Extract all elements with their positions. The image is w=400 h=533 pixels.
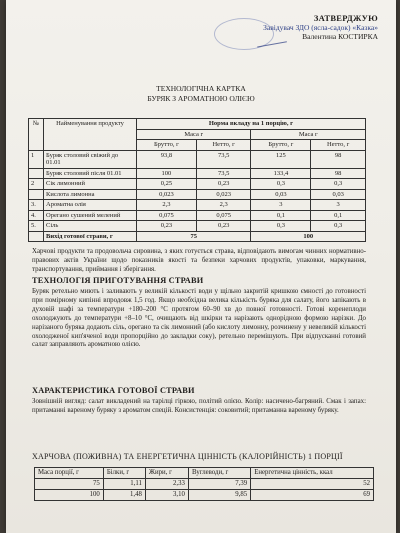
brutto-1: 93,8 <box>137 150 197 168</box>
row-number: 1 <box>29 150 44 168</box>
brutto-2: 133,4 <box>251 168 311 179</box>
recipe-header-row <box>29 119 366 130</box>
brutto-2: 3 <box>251 200 311 211</box>
nutrition-cell: 52 <box>251 479 374 490</box>
nutrition-header-cell: Маса порції, г <box>35 468 104 479</box>
nutrition-body <box>35 479 374 501</box>
netto-header-1: Нетто, г <box>196 140 251 151</box>
approval-block <box>228 14 378 41</box>
col-name-header: Найменування продукту <box>44 119 137 151</box>
netto-2: 0,03 <box>311 189 366 200</box>
netto-1: 0,023 <box>196 189 251 200</box>
yield-value-2: 100 <box>251 231 366 242</box>
row-number: 5. <box>29 221 44 232</box>
nutrition-table <box>34 467 374 501</box>
nutrition-cell: 1,48 <box>103 490 145 501</box>
yield-value-1: 75 <box>137 231 251 242</box>
nutrition-cell: 75 <box>35 479 104 490</box>
yield-label: Вихід готової страви, г <box>44 231 137 242</box>
col-no-header: № <box>29 119 44 151</box>
nutrition-cell: 7,39 <box>188 479 250 490</box>
yield-no-cell <box>29 231 44 242</box>
product-name: Сіль <box>44 221 137 232</box>
nutrition-header-row <box>35 468 374 479</box>
netto-1: 73,5 <box>196 168 251 179</box>
netto-1: 0,075 <box>196 210 251 221</box>
product-name: Буряк столовий після 01.01 <box>44 168 137 179</box>
netto-2: 0,3 <box>311 179 366 190</box>
brutto-1: 0,075 <box>137 210 197 221</box>
nutrition-cell: 1,11 <box>103 479 145 490</box>
row-number <box>29 189 44 200</box>
recipe-row <box>29 189 366 200</box>
row-number: 4. <box>29 210 44 221</box>
product-name: Ароматна олія <box>44 200 137 211</box>
netto-1: 73,5 <box>196 150 251 168</box>
brutto-1: 2,3 <box>137 200 197 211</box>
nutrition-row <box>35 479 374 490</box>
brutto-header-2: Брутто, г <box>251 140 311 151</box>
netto-2: 0,3 <box>311 221 366 232</box>
product-name: Кислота лимонна <box>44 189 137 200</box>
brutto-2: 0,1 <box>251 210 311 221</box>
product-name: Буряк столовий свіжий до 01.01 <box>44 150 137 168</box>
brutto-2: 0,3 <box>251 221 311 232</box>
brutto-1: 100 <box>137 168 197 179</box>
nutrition-cell: 69 <box>251 490 374 501</box>
approval-name: Валентина КОСТИРКА <box>302 32 378 41</box>
intro-paragraph: Харчові продукти та продовольча сировина, з яких готується страва, відповідають вимогам чинних нормативно-правових актів України щодо показників якості та безпеки харчових продуктів, упаковки, маркування, транспортування, приймання і зберігання. <box>32 248 366 273</box>
approval-position: Завідувач ЗДО (ясла-садок) «Казка» <box>263 23 378 32</box>
row-number: 3. <box>29 200 44 211</box>
tech-paragraph: Буряк ретельно миють і заливають у великій кількості води у щільно закритій кришкою ємності до готовності при помірному кипінні впродовж 1,5 год. Якщо необхідна велика кількість буряка для салату, його запікають в духовій шафі за температури +180–200 °С протягом 60–90 хв до повної готовності. Готові коренеплоди охолоджують до температури +8–10 °С, очищають від шкірки та нарізають однорідною формою нарізки. До нарізаного буряка додають сіль, орегано та сік лимонний (або кислоту лимонну, розчинену у невеликій кількості охолодженої кип'яченої води пропорційно до закладки соку), ретельно перемішують. При відпусканні готовий салат заправляють ароматною олією. <box>32 288 366 349</box>
nutrition-header-cell: Білки, г <box>103 468 145 479</box>
nutrition-cell: 3,10 <box>145 490 188 501</box>
netto-2: 98 <box>311 168 366 179</box>
recipe-row <box>29 210 366 221</box>
col-norm-header: Норма вкладу на 1 порцію, г <box>137 119 366 130</box>
nutrition-cell: 2,33 <box>145 479 188 490</box>
doc-title: ТЕХНОЛОГІЧНА КАРТКА <box>156 84 246 93</box>
brutto-header-1: Брутто, г <box>137 140 197 151</box>
char-paragraph: Зовнішній вигляд: салат викладений на тарілці гіркою, політий олією. Колір: насичено-багряний. Смак і запах: притаманні вареному буряку з ароматом спецій. Консистенція: соковитий; притаманна вареному буряку. <box>32 398 366 414</box>
netto-2: 0,1 <box>311 210 366 221</box>
row-number: 2 <box>29 179 44 190</box>
recipe-row <box>29 179 366 190</box>
brutto-1: 0,23 <box>137 221 197 232</box>
nutrition-cell: 100 <box>35 490 104 501</box>
recipe-row <box>29 200 366 211</box>
nutrition-heading: ХАРЧОВА (ПОЖИВНА) ТА ЕНЕРГЕТИЧНА ЦІННІСТЬ (КАЛОРІЙНІСТЬ) 1 ПОРЦІЇ <box>32 452 343 461</box>
brutto-1: 0,023 <box>137 189 197 200</box>
char-heading: ХАРАКТЕРИСТИКА ГОТОВОЇ СТРАВИ <box>32 386 195 395</box>
netto-header-2: Нетто, г <box>311 140 366 151</box>
doc-subtitle: БУРЯК З АРОМАТНОЮ ОЛІЄЮ <box>147 94 255 103</box>
netto-1: 0,23 <box>196 179 251 190</box>
recipe-body <box>29 150 366 231</box>
nutrition-header-cell: Жири, г <box>145 468 188 479</box>
product-name: Орегано сушений мелений <box>44 210 137 221</box>
nutrition-header-cell: Енергетична цінність, ккал <box>251 468 374 479</box>
netto-2: 3 <box>311 200 366 211</box>
mass-label-2: Маса г <box>298 130 318 138</box>
netto-1: 2,3 <box>196 200 251 211</box>
netto-1: 0,23 <box>196 221 251 232</box>
recipe-row <box>29 150 366 168</box>
nutrition-cell: 9,85 <box>188 490 250 501</box>
row-number <box>29 168 44 179</box>
approval-heading: ЗАТВЕРДЖУЮ <box>313 13 378 23</box>
recipe-row <box>29 168 366 179</box>
mass-label-1: Маса г <box>184 130 204 138</box>
nutrition-header-cell: Вуглеводи, г <box>188 468 250 479</box>
product-name: Сік лимонний <box>44 179 137 190</box>
tech-heading: ТЕХНОЛОГІЯ ПРИГОТУВАННЯ СТРАВИ <box>32 276 204 285</box>
netto-2: 98 <box>311 150 366 168</box>
brutto-2: 0,3 <box>251 179 311 190</box>
document-sheet <box>6 0 396 533</box>
yield-row <box>29 231 366 242</box>
age-group-2 <box>251 129 366 140</box>
brutto-2: 0,03 <box>251 189 311 200</box>
recipe-row <box>29 221 366 232</box>
brutto-1: 0,25 <box>137 179 197 190</box>
nutrition-row <box>35 490 374 501</box>
recipe-table <box>28 118 366 242</box>
age-group-1 <box>137 129 251 140</box>
brutto-2: 125 <box>251 150 311 168</box>
